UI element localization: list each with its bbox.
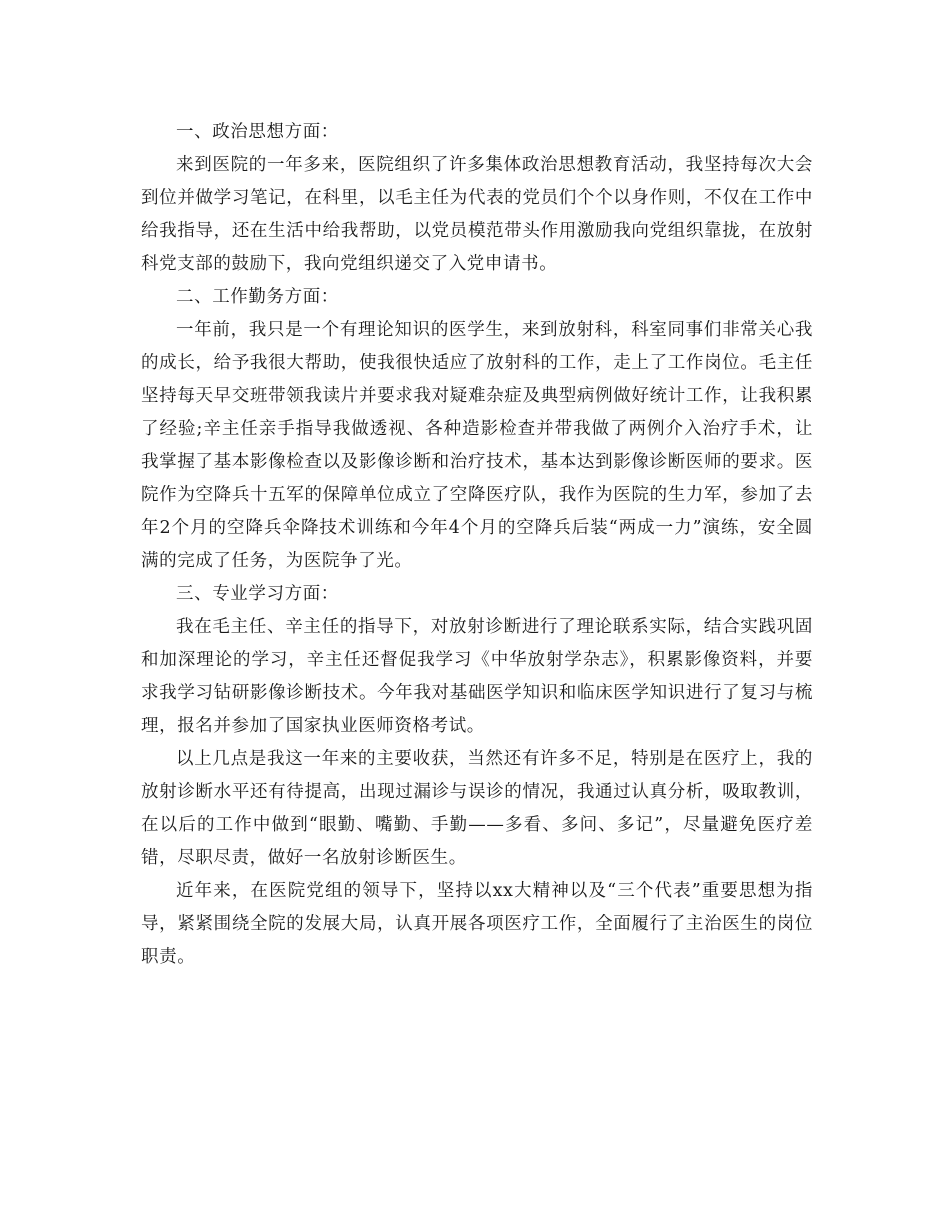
paragraph-summary: 以上几点是我这一年来的主要收获，当然还有许多不足，特别是在医疗上，我的放射诊断水平还有待提高，出现过漏诊与误诊的情况，我通过认真分析，吸取教训，在以后的工作中做到“眼勤、嘴勤、手勤——多看、多问、多记”，尽量避免医疗差错，尽职尽责，做好一名放射诊断医生。	[141, 749, 813, 868]
paragraph-closing: 近年来，在医院党组的领导下，坚持以xx大精神以及“三个代表”重要思想为指导，紧紧围绕全院的发展大局，认真开展各项医疗工作，全面履行了主治医生的岗位职责。	[141, 881, 813, 967]
section-heading-work: 二、工作勤务方面：	[176, 287, 339, 307]
document-body	[141, 116, 813, 974]
paragraph-political: 来到医院的一年多来，医院组织了许多集体政治思想教育活动，我坚持每次大会到位并做学习笔记，在科里，以毛主任为代表的党员们个个以身作则，不仅在工作中给我指导，还在生活中给我帮助，以党员模范带头作用激励我向党组织靠拢，在放射科党支部的鼓励下，我向党组织递交了入党申请书。	[141, 155, 813, 274]
paragraph-work: 一年前，我只是一个有理论知识的医学生，来到放射科，科室同事们非常关心我的成长，给予我很大帮助，使我很快适应了放射科的工作，走上了工作岗位。毛主任坚持每天早交班带领我读片并要求我对疑难杂症及典型病例做好统计工作，让我积累了经验;辛主任亲手指导我做透视、各种造影检查并带我做了两例介入治疗手术，让我掌握了基本影像检查以及影像诊断和治疗技术，基本达到影像诊断医师的要求。医院作为空降兵十五军的保障单位成立了空降医疗队，我作为医院的生力军，参加了去年2个月的空降兵伞降技术训练和今年4个月的空降兵后装“两成一力”演练，安全圆满的完成了任务，为医院争了光。	[141, 320, 813, 571]
paragraph-study: 我在毛主任、辛主任的指导下，对放射诊断进行了理论联系实际，结合实践巩固和加深理论的学习，辛主任还督促我学习《中华放射学杂志》，积累影像资料，并要求我学习钻研影像诊断技术。今年我对基础医学知识和临床医学知识进行了复习与梳理，报名并参加了国家执业医师资格考试。	[141, 617, 813, 736]
section-heading-political: 一、政治思想方面：	[176, 122, 339, 142]
section-heading-study: 三、专业学习方面：	[176, 584, 339, 604]
